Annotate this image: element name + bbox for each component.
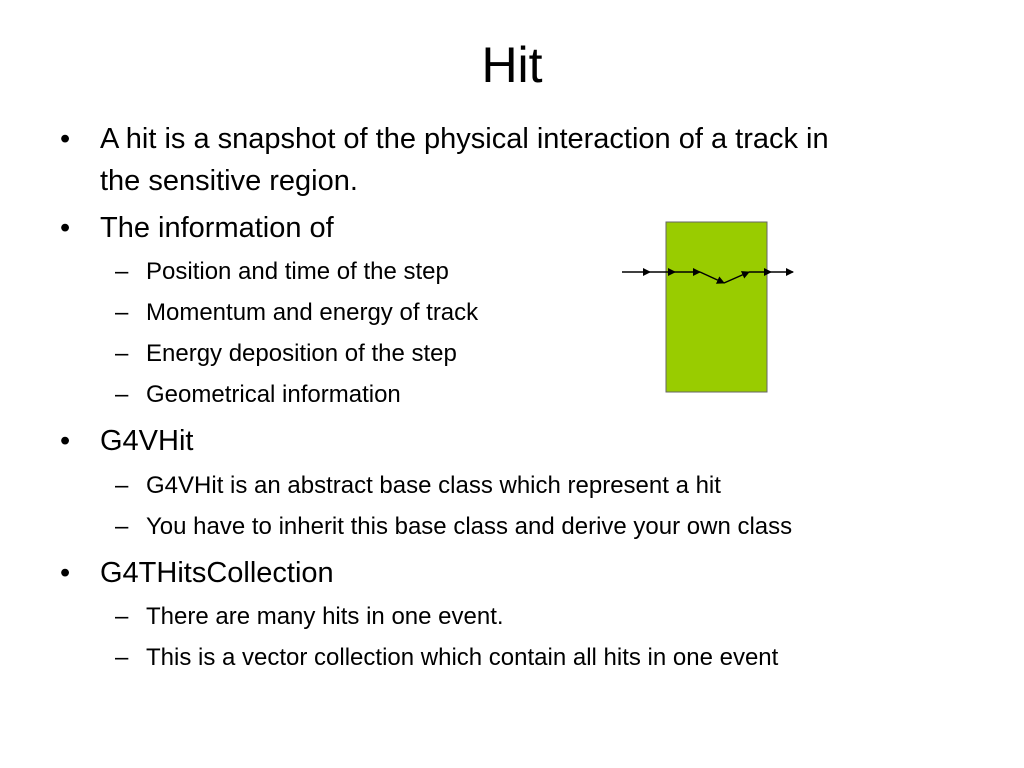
bullet-text-continued: the sensitive region.: [100, 165, 358, 197]
bullet-item: [60, 420, 194, 462]
sub-bullet-text: Energy deposition of the step: [146, 340, 457, 367]
sensitive-detector-box: [666, 222, 767, 392]
bullet-item: [60, 118, 829, 160]
sub-bullet-item: [115, 597, 504, 637]
sub-bullet-text: Position and time of the step: [146, 258, 449, 285]
sub-bullet-item: [115, 375, 401, 415]
bullet-marker: •: [60, 425, 71, 457]
dash-marker: –: [115, 340, 129, 367]
dash-marker: –: [115, 381, 129, 408]
bullet-marker: •: [60, 123, 71, 155]
dash-marker: –: [115, 258, 129, 285]
bullet-continuation: [100, 160, 358, 202]
hit-diagram: [618, 218, 798, 398]
sub-bullet-item: [115, 466, 721, 506]
sub-bullet-item: [115, 252, 449, 292]
sub-bullet-text: There are many hits in one event.: [146, 603, 504, 630]
dash-marker: –: [115, 299, 129, 326]
sub-bullet-text: Geometrical information: [146, 381, 401, 408]
dash-marker: –: [115, 513, 129, 540]
sub-bullet-text: G4VHit is an abstract base class which represent a hit: [146, 472, 721, 499]
bullet-text: A hit is a snapshot of the physical interaction of a track in: [100, 123, 829, 155]
bullet-text: The information of: [100, 212, 334, 244]
dash-marker: –: [115, 644, 129, 671]
bullet-item: [60, 552, 334, 594]
bullet-text: G4VHit: [100, 425, 194, 457]
slide-title: Hit: [481, 37, 543, 93]
sub-bullet-text: This is a vector collection which contain all hits in one event: [146, 644, 779, 671]
dash-marker: –: [115, 603, 129, 630]
dash-marker: –: [115, 472, 129, 499]
bullet-text: G4THitsCollection: [100, 557, 334, 589]
bullet-marker: •: [60, 557, 71, 589]
bullet-marker: •: [60, 212, 71, 244]
sub-bullet-item: [115, 293, 479, 333]
sub-bullet-text: Momentum and energy of track: [146, 299, 479, 326]
bullet-item: [60, 207, 334, 249]
sub-bullet-item: [115, 638, 779, 678]
sub-bullet-item: [115, 507, 793, 547]
sub-bullet-text: You have to inherit this base class and derive your own class: [146, 513, 793, 540]
sub-bullet-item: [115, 334, 457, 374]
